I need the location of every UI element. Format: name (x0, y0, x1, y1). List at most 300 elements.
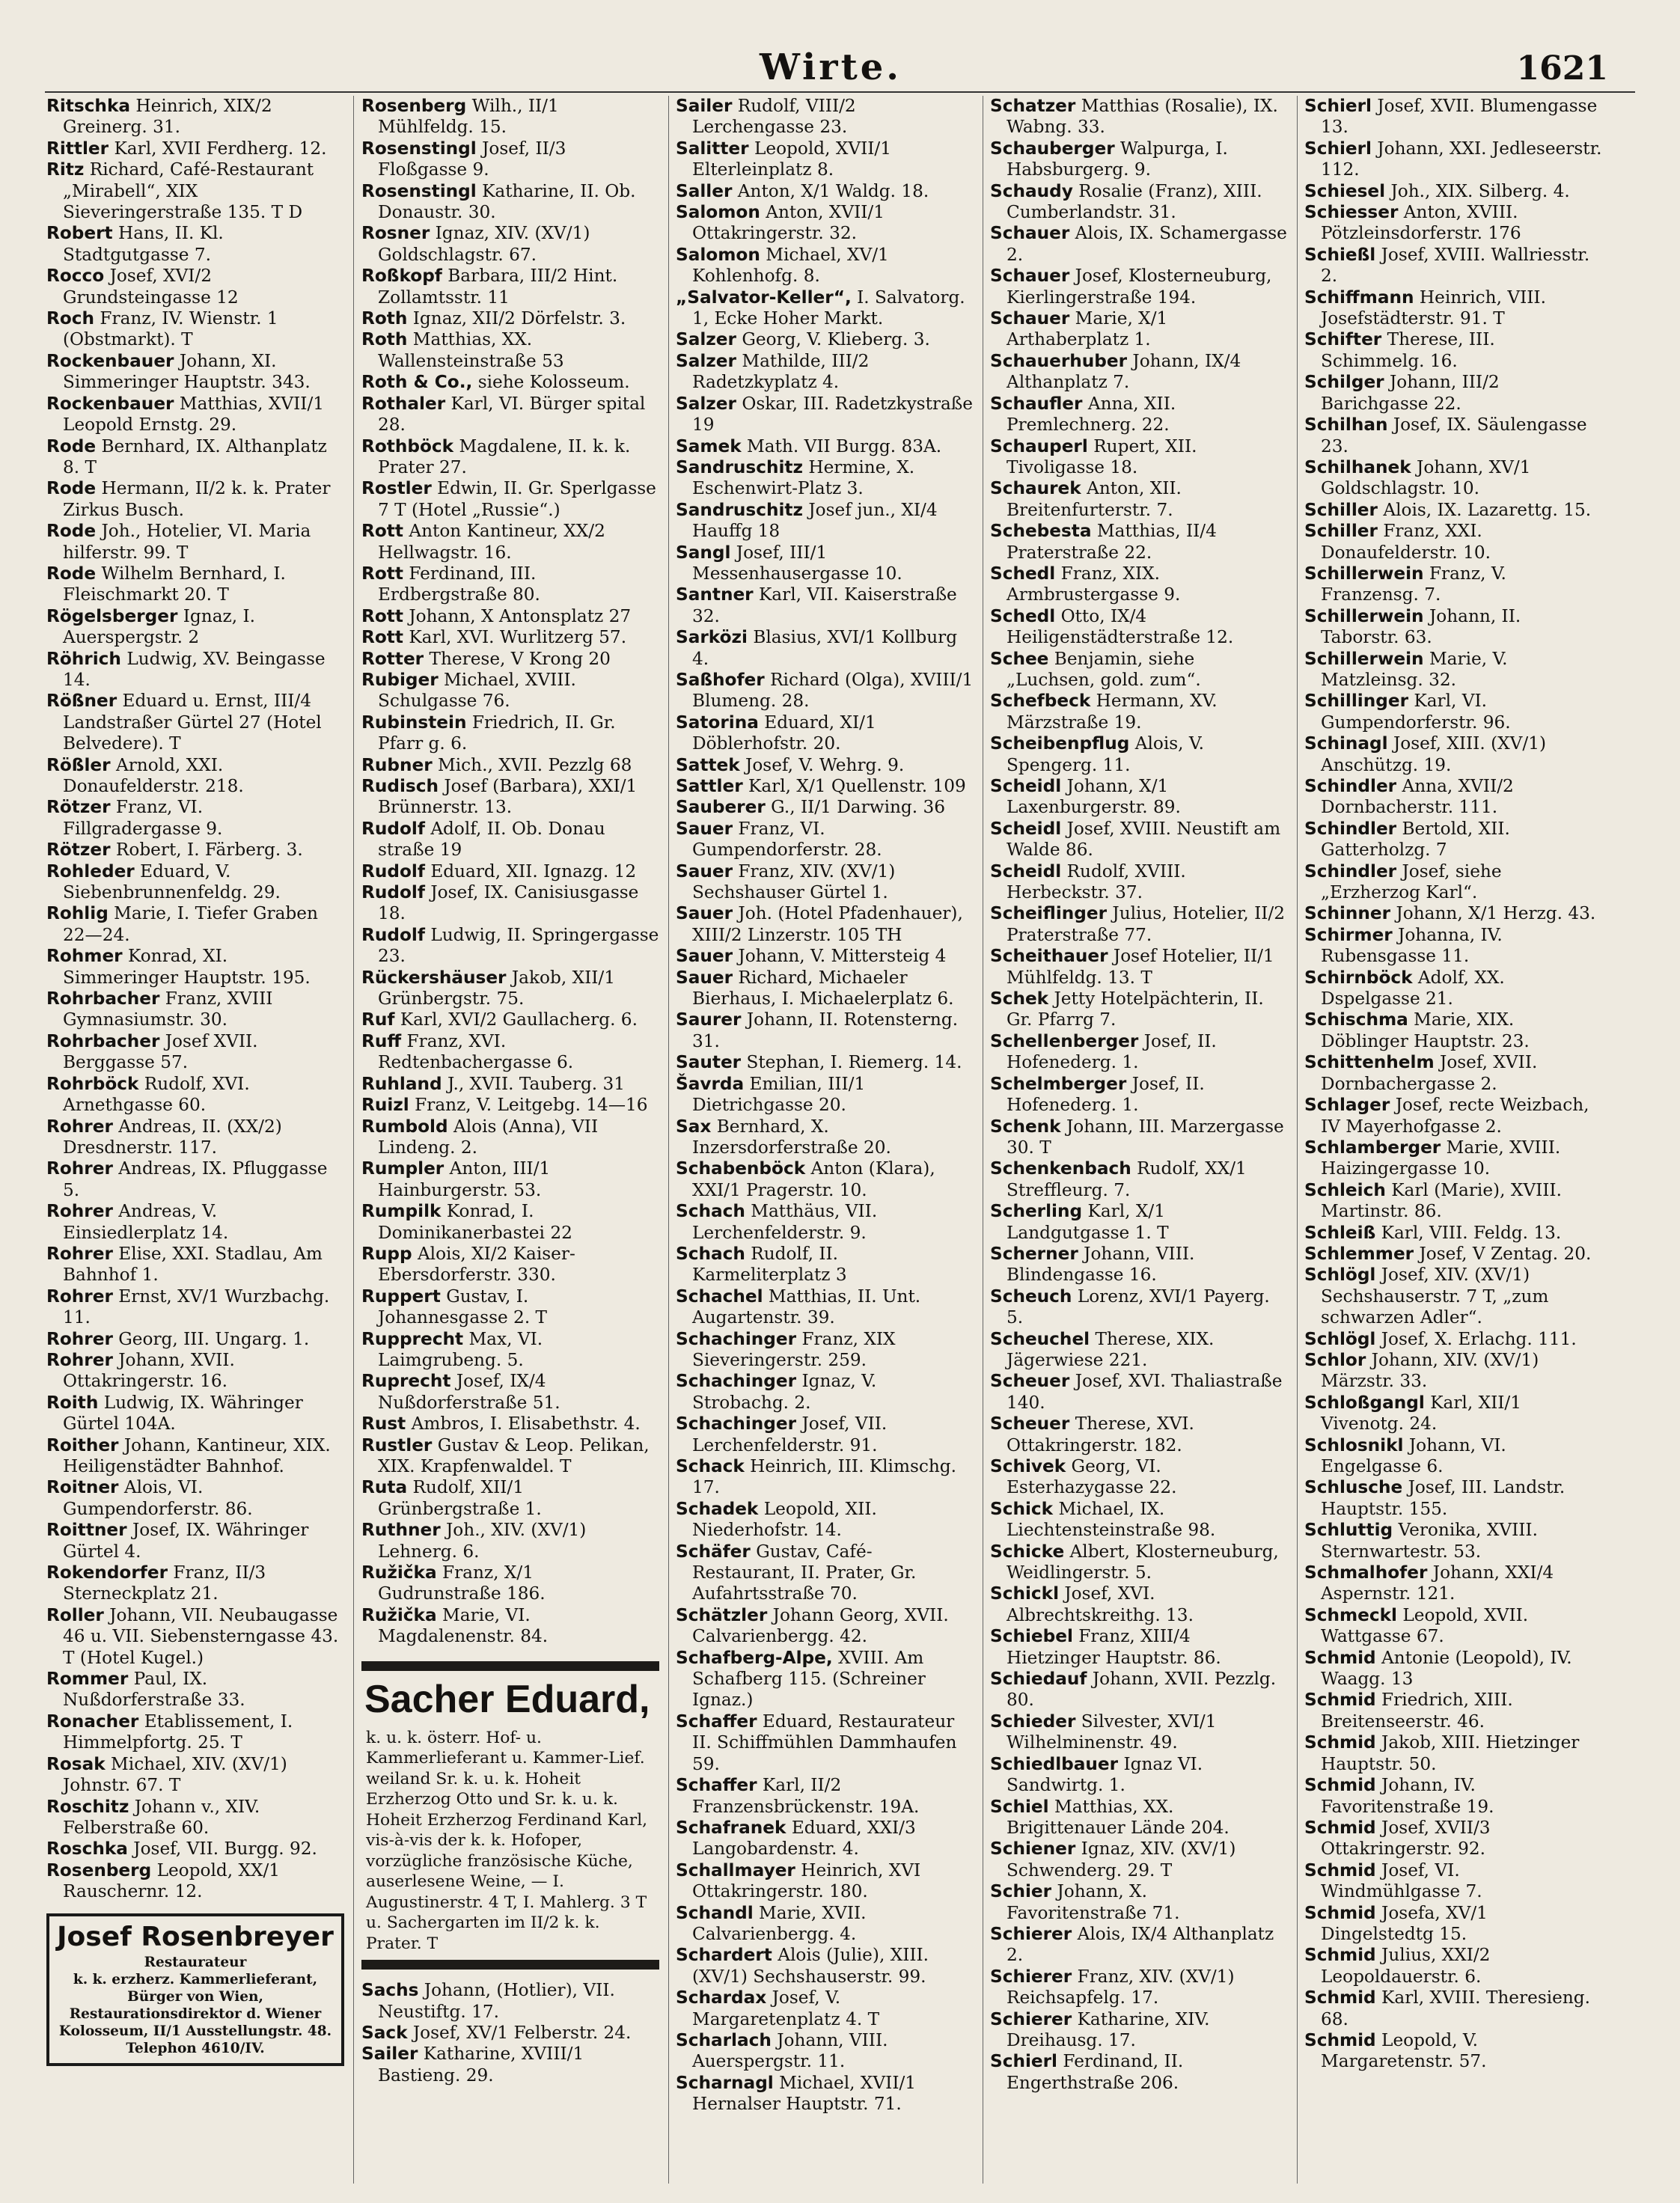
entry-name: Rohrer (46, 1243, 113, 1264)
entry-details: Johann, VII. Neubaugasse 46 u. VII. Siebensterngasse 43. T (Hotel Kugel.) (63, 1604, 339, 1668)
entry-details: Marie, VI. Magdalenenstr. 84. (378, 1604, 549, 1647)
directory-entry (361, 755, 659, 776)
directory-entry (676, 797, 974, 818)
directory-entry (46, 1669, 344, 1711)
entry-name: Schauer (990, 308, 1070, 329)
entry-name: Rudolf (361, 861, 425, 881)
entry-details: Anton, XVII/1 Ottakringerstr. 32. (692, 202, 885, 244)
entry-name: Scheuer (990, 1371, 1070, 1392)
entry-details: Franz, XIV. (XV/1) Sechshauser Gürtel 1. (692, 861, 896, 903)
entry-details: Karl, X/1 Landgutgasse 1. T (1007, 1201, 1169, 1243)
entry-name: Schabenböck (676, 1158, 806, 1179)
entry-name: Schefbeck (990, 691, 1091, 712)
directory-entry (361, 1286, 659, 1329)
entry-details: Franz, II/3 Sterneckplatz 21. (63, 1562, 266, 1604)
directory-entry (46, 1393, 344, 1435)
entry-name: Schickl (990, 1583, 1060, 1604)
directory-entry (46, 649, 344, 691)
entry-name: Schillerwein (1304, 648, 1424, 669)
entry-name: Roschitz (46, 1796, 129, 1817)
entry-name: Rudolf (361, 882, 425, 903)
entry-name: Saßhofer (676, 669, 765, 690)
entry-details: Michael, XVIII. Schulgasse 76. (378, 669, 576, 712)
directory-entry (46, 266, 344, 308)
directory-entry (676, 1648, 974, 1711)
entry-details: Johann, XV/1 Goldschlagstr. 10. (1321, 456, 1531, 499)
entry-details: Mich., XVII. Pezzlg 68 (438, 754, 632, 775)
entry-details: Rudolf, II. Karmeliterplatz 3 (692, 1243, 847, 1286)
entry-details: Johann, IV. Favoritenstraße 19. (1321, 1775, 1494, 1817)
directory-entry (990, 691, 1288, 733)
entry-details: Mathilde, III/2 Radetzkyplatz 4. (692, 350, 870, 393)
entry-name: Roschka (46, 1839, 128, 1860)
entry-details: Rudolf, VIII/2 Lerchengasse 23. (692, 96, 856, 138)
entry-name: Rohrer (46, 1328, 113, 1349)
entry-details: Albert, Klosterneuburg, Weidlingerstr. 5. (1007, 1541, 1279, 1583)
directory-entry (990, 1371, 1288, 1414)
entry-details: Franz, V. Franzensg. 7. (1321, 563, 1506, 605)
entry-name: Ronacher (46, 1711, 139, 1732)
entry-name: Schafranek (676, 1817, 786, 1838)
entry-details: Karl, XVII Ferdherg. 12. (114, 138, 327, 159)
entry-details: Matthias, XX. Brigittenauer Lände 204. (1007, 1796, 1230, 1838)
entry-name: Schachinger (676, 1371, 797, 1392)
directory-entry (676, 670, 974, 712)
directory-entry (676, 457, 974, 500)
advertiser-name: Sacher Eduard, (364, 1677, 650, 1721)
directory-entry (676, 1499, 974, 1542)
entry-details: Josef, VII. Burgg. 92. (133, 1839, 317, 1860)
entry-details: Franz, IV. Wienstr. 1 (Obstmarkt). T (63, 308, 278, 350)
entry-details: Franz, VI. Gumpendorferstr. 28. (692, 818, 882, 861)
entry-name: Schierer (990, 2008, 1072, 2029)
entry-name: Schleich (1304, 1179, 1386, 1200)
entry-name: Schack (676, 1456, 745, 1476)
entry-details: Josef, XVIII. Wallriesstr. 2. (1321, 244, 1590, 287)
column-divider (1297, 96, 1298, 2184)
entry-name: Rohmer (46, 946, 123, 967)
entry-name: Rustler (361, 1434, 433, 1455)
directory-entry (46, 1562, 344, 1605)
entry-name: Rott (361, 563, 403, 584)
directory-entry (990, 1967, 1288, 2009)
entry-name: Schmalhofer (1304, 1562, 1428, 1583)
directory-entry (46, 138, 344, 159)
entry-name: Schischma (1304, 1009, 1408, 1030)
directory-entry (361, 670, 659, 712)
column-divider (353, 96, 354, 2184)
entry-name: Sauer (676, 861, 733, 881)
entry-name: Ružička (361, 1562, 437, 1583)
directory-entry (676, 755, 974, 776)
entry-details: Ignaz, XIV. (XV/1) Schwenderg. 29. T (1007, 1839, 1236, 1880)
entry-name: Schiener (990, 1839, 1076, 1860)
directory-entry (361, 925, 659, 968)
directory-entry (46, 1860, 344, 1903)
entry-name: Robert (46, 223, 113, 244)
entry-details: Matthias, II. Unt. Augartenstr. 39. (692, 1286, 921, 1328)
entry-details: Josef, IX. Währinger Gürtel 4. (63, 1520, 309, 1562)
entry-name: Sailer (361, 2044, 418, 2065)
entry-name: Sack (361, 2022, 408, 2043)
entry-name: Schachinger (676, 1414, 797, 1434)
entry-details: Heinrich, III. Klimschg. 17. (692, 1456, 956, 1498)
entry-name: Roith (46, 1392, 99, 1413)
directory-entry (46, 308, 344, 351)
directory-entry (361, 2044, 659, 2086)
directory-entry (1304, 1393, 1604, 1435)
column-5 (1304, 96, 1604, 2184)
directory-entry (990, 478, 1288, 521)
entry-name: Schauberger (990, 138, 1115, 159)
directory-entry (361, 96, 659, 138)
entry-name: Sauer (676, 946, 733, 967)
entry-name: Schiedauf (990, 1669, 1087, 1690)
entry-details: Anton (Klara), XXI/1 Pragerstr. 10. (692, 1158, 935, 1200)
entry-details: Jakob, XII/1 Grünbergstr. 75. (378, 967, 615, 1009)
entry-details: Josef, VI. Windmühlgasse 7. (1321, 1860, 1482, 1902)
entry-details: Franz, XIX. Armbrustergasse 9. (1007, 563, 1181, 605)
entry-details: Andreas, II. (XX/2) Dresdnerstr. 117. (63, 1116, 282, 1158)
entry-name: Sachs (361, 1980, 419, 2001)
directory-entry (990, 1329, 1288, 1372)
entry-name: Schauperl (990, 436, 1088, 456)
directory-entry (361, 649, 659, 670)
directory-entry (676, 1329, 974, 1372)
directory-entry (676, 861, 974, 904)
entry-details: Johann, (Hotlier), VII. Neustiftg. 17. (378, 1980, 615, 2022)
directory-entry (1304, 925, 1604, 968)
entry-details: Johann, XVII. Ottakringerstr. 16. (63, 1349, 235, 1392)
entry-name: Santner (676, 584, 754, 605)
entry-name: Rotter (361, 648, 424, 669)
directory-entry (1304, 1137, 1604, 1180)
entry-name: Rust (361, 1414, 406, 1434)
directory-entry (1304, 96, 1604, 138)
entry-name: Scheidl (990, 818, 1062, 839)
directory-entry (361, 308, 659, 329)
entry-details: Friedrich, II. Gr. Pfarr g. 6. (378, 712, 616, 754)
directory-entry (1304, 457, 1604, 500)
directory-entry (990, 1881, 1288, 1924)
entry-name: Salitter (676, 138, 749, 159)
entry-name: Roth & Co., (361, 372, 473, 393)
entry-details: Josef, II. Hofenederg. 1. (1007, 1030, 1217, 1073)
entry-name: Schinagl (1304, 733, 1388, 754)
directory-entry (361, 1116, 659, 1159)
entry-details: Robert, I. Färberg. 3. (115, 840, 303, 861)
entry-name: Schadek (676, 1498, 759, 1519)
entry-name: Roth (361, 329, 408, 350)
directory-entry (46, 351, 344, 394)
directory-entry (990, 733, 1288, 776)
directory-entry (1304, 138, 1604, 181)
entry-details: Alois, IX. Schamergasse 2. (1007, 223, 1287, 265)
entry-name: Röhrich (46, 648, 121, 669)
entry-name: Schierl (1304, 96, 1372, 116)
directory-entry (676, 1945, 974, 1987)
directory-entry (46, 797, 344, 840)
entry-name: Schilger (1304, 372, 1384, 393)
directory-entry (46, 755, 344, 798)
entry-name: Scheuer (990, 1414, 1070, 1434)
entry-name: Schmeckl (1304, 1604, 1397, 1625)
directory-entry (676, 1052, 974, 1073)
directory-entry (1304, 1775, 1604, 1818)
directory-entry (676, 819, 974, 861)
entry-details: Julius, XXI/2 Leopoldauerstr. 6. (1321, 1945, 1491, 1987)
entry-details: Josef, XIII. (XV/1) Anschützg. 19. (1321, 733, 1546, 775)
directory-entry (1304, 1562, 1604, 1605)
entry-name: Rückershäuser (361, 967, 507, 988)
entry-name: Schillerwein (1304, 563, 1424, 584)
directory-entry (1304, 181, 1604, 202)
entry-details: Hermine, X. Eschenwirt-Platz 3. (692, 456, 915, 499)
directory-entry (46, 159, 344, 223)
directory-entry (1304, 1903, 1604, 1946)
entry-name: Schloßgangl (1304, 1392, 1425, 1413)
entry-name: Scheuchel (990, 1328, 1090, 1349)
entry-details: Josef (Barbara), XXI/1 Brünnerstr. 13. (378, 776, 638, 818)
directory-entry (990, 1116, 1288, 1159)
directory-entry (676, 1244, 974, 1286)
directory-entry (676, 627, 974, 670)
directory-entry (46, 1839, 344, 1860)
entry-details: Elise, XXI. Stadlau, Am Bahnhof 1. (63, 1243, 323, 1286)
directory-entry (676, 2073, 974, 2115)
directory-entry (990, 223, 1288, 266)
entry-name: Sailer (676, 96, 733, 116)
entry-details: Johann, II. Taborstr. 63. (1321, 605, 1521, 648)
entry-details: Johann, III. Marzergasse 30. T (1007, 1116, 1284, 1158)
directory-entry (361, 329, 659, 372)
entry-details: Konrad, XI. Simmeringer Hauptstr. 195. (63, 946, 311, 988)
entry-details: Josefa, XV/1 Dingelstedtg 15. (1321, 1902, 1488, 1944)
entry-details: Marie, XVIII. Haizingergasse 10. (1321, 1137, 1561, 1179)
directory-entry (361, 1074, 659, 1095)
entry-details: I. Salvatorg. 1, Ecke Hoher Markt. (692, 287, 965, 329)
entry-name: Schlor (1304, 1349, 1366, 1370)
entry-details: Heinrich, XIX/2 Greinerg. 31. (63, 96, 272, 138)
directory-entry (46, 1286, 344, 1329)
entry-details: Karl, VI. Bürger spital 28. (378, 393, 646, 436)
entry-name: Rumpilk (361, 1201, 442, 1222)
entry-details: Adolf, XX. Dspelgasse 21. (1321, 967, 1505, 1009)
entry-name: Schandl (676, 1902, 754, 1923)
entry-name: Rockenbauer (46, 393, 174, 414)
directory-entry (990, 2051, 1288, 2094)
entry-details: Michael, XIV. (XV/1) Johnstr. 67. T (63, 1753, 287, 1796)
entry-name: Schinner (1304, 903, 1391, 924)
directory-entry (990, 1031, 1288, 1074)
advertiser-address: Bürger von Wien, Restaurationsdirektor d. Wiener Kolosseum, II/1 Ausstellungstr. 48. (58, 1988, 332, 2039)
entry-name: Rohrer (46, 1116, 113, 1137)
directory-entry (46, 1244, 344, 1286)
entry-details: Paul, IX. Nußdorferstraße 33. (63, 1669, 245, 1711)
directory-entry (1304, 1052, 1604, 1095)
directory-entry (990, 1499, 1288, 1542)
directory-entry (676, 1987, 974, 2030)
entry-name: Schillinger (1304, 691, 1409, 712)
directory-entry (361, 478, 659, 521)
entry-details: Franz, XXI. Donaufelderstr. 10. (1321, 521, 1491, 563)
entry-name: Schaurek (990, 478, 1081, 499)
entry-details: Johann, XVII. Pezzlg. 80. (1007, 1669, 1277, 1711)
directory-entry (676, 1775, 974, 1818)
entry-details: siehe Kolosseum. (477, 372, 630, 393)
entry-details: Eduard, Restaurateur II. Schiffmühlen Dammhaufen 59. (692, 1711, 957, 1774)
entry-details: Alois (Anna), VII Lindeng. 2. (378, 1116, 599, 1158)
directory-entry (361, 861, 659, 882)
entry-details: Bertold, XII. Gatterholzg. 7 (1321, 818, 1510, 861)
directory-entry (1304, 1945, 1604, 1987)
directory-entry (990, 521, 1288, 563)
entry-details: Johann, V. Mittersteig 4 (738, 946, 947, 967)
entry-details: Karl (Marie), XVIII. Martinstr. 86. (1321, 1179, 1562, 1222)
entry-details: Karl, XVIII. Theresieng. 68. (1321, 1987, 1591, 2029)
entry-name: Rötzer (46, 797, 111, 818)
entry-name: Satorina (676, 712, 759, 733)
directory-entry (361, 1031, 659, 1074)
entry-details: Ludwig, II. Springergasse 23. (378, 924, 659, 967)
entry-details: Arnold, XXI. Donaufelderstr. 218. (63, 754, 244, 796)
entry-details: Richard, Café-Restaurant „Mirabell“, XIX Sieveringerstraße 135. T D (63, 159, 314, 223)
entry-name: Schallmayer (676, 1860, 795, 1880)
entry-name: Schlusche (1304, 1477, 1403, 1498)
entry-name: Rögelsberger (46, 605, 178, 626)
directory-entry (46, 1158, 344, 1201)
directory-entry (990, 351, 1288, 394)
entry-details: Michael, IX. Liechtensteinstraße 98. (1007, 1498, 1216, 1541)
entry-details: Gustav, Café-Restaurant, II. Prater, Gr. Aufahrtsstraße 70. (692, 1541, 917, 1604)
directory-entry (1304, 415, 1604, 457)
entry-details: Ludwig, IX. Währinger Gürtel 104A. (63, 1392, 303, 1434)
entry-name: Rosak (46, 1753, 106, 1774)
entry-name: Schlemmer (1304, 1243, 1414, 1264)
entry-name: Roitner (46, 1477, 119, 1498)
directory-entry (46, 1435, 344, 1478)
entry-name: Schiffmann (1304, 287, 1414, 308)
entry-details: Georg, VI. Esterhazygasse 22. (1007, 1456, 1177, 1498)
entry-details: Franz, XIII/4 Hietzinger Hauptstr. 86. (1007, 1626, 1221, 1668)
directory-entry (1304, 1095, 1604, 1137)
entry-name: Schirnböck (1304, 967, 1413, 988)
entry-name: Rosenberg (361, 96, 467, 116)
directory-entry (676, 1286, 974, 1329)
directory-entry (46, 1350, 344, 1393)
entry-name: Schmid (1304, 2029, 1376, 2050)
entry-details: Josef, III. Landstr. Hauptstr. 155. (1321, 1477, 1566, 1519)
entry-details: Eduard, XI/1 Döblerhofstr. 20. (692, 712, 876, 754)
entry-details: Gustav & Leop. Pelikan, XIX. Krapfenwaldel. T (378, 1434, 650, 1476)
entry-details: Alois, V. Spengerg. 11. (1007, 733, 1204, 775)
entry-name: Ruprecht (361, 1371, 451, 1392)
entry-details: Leopold, XVII. Wattgasse 67. (1321, 1604, 1529, 1647)
entry-name: Schauerhuber (990, 350, 1128, 371)
directory-entry (1304, 1818, 1604, 1860)
entry-name: Ruizl (361, 1095, 409, 1116)
entry-name: Sax (676, 1116, 712, 1137)
entry-name: Rupprecht (361, 1328, 464, 1349)
entry-details: Walpurga, I. Habsburgerg. 9. (1007, 138, 1228, 180)
entry-name: Sauer (676, 903, 733, 924)
entry-name: Schifter (1304, 329, 1382, 350)
entry-details: Karl, XVI/2 Gaullacherg. 6. (400, 1009, 638, 1030)
entry-details: Benjamin, siehe „Luchsen, gold. zum“. (1007, 648, 1201, 690)
entry-details: Lorenz, XVI/1 Payerg. 5. (1007, 1286, 1270, 1328)
entry-details: Josef, II. Hofenederg. 1. (1007, 1073, 1205, 1116)
entry-details: Josef, V Zentag. 20. (1419, 1243, 1592, 1264)
entry-details: Josef, X. Erlachg. 111. (1381, 1328, 1577, 1349)
directory-entry (990, 1542, 1288, 1584)
directory-entry (361, 521, 659, 563)
entry-name: Sauer (676, 967, 733, 988)
directory-entry (990, 1924, 1288, 1967)
entry-name: Sattek (676, 754, 740, 775)
entry-name: Scherling (990, 1201, 1083, 1222)
directory-entry (1304, 1520, 1604, 1562)
entry-details: Ignaz, V. Strobachg. 2. (692, 1371, 877, 1413)
entry-name: Schaufler (990, 393, 1083, 414)
entry-name: Schieder (990, 1711, 1076, 1732)
entry-name: Schaffer (676, 1775, 757, 1796)
entry-name: Scheidl (990, 861, 1062, 881)
directory-entry (361, 1158, 659, 1201)
entry-name: Rode (46, 436, 97, 456)
entry-details: Josef, IX/4 Nußdorferstraße 51. (378, 1371, 560, 1413)
entry-details: Josef, II/3 Floßgasse 9. (378, 138, 566, 180)
entry-name: Schellenberger (990, 1030, 1139, 1051)
entry-details: Adolf, II. Ob. Donau straße 19 (378, 818, 605, 861)
directory-entry (361, 181, 659, 224)
entry-details: Matthäus, VII. Lerchenfelderstr. 9. (692, 1201, 878, 1243)
column-divider (668, 96, 669, 2184)
directory-entry (1304, 1605, 1604, 1648)
directory-entry (990, 1286, 1288, 1329)
entry-details: Eduard, XXI/3 Langobardenstr. 4. (692, 1817, 916, 1860)
entry-details: Karl, XVI. Wurlitzerg 57. (409, 627, 627, 648)
entry-name: Schivek (990, 1456, 1066, 1476)
entry-details: Stephan, I. Riemerg. 14. (746, 1052, 962, 1073)
directory-entry (46, 861, 344, 904)
directory-entry (990, 1839, 1288, 1881)
entry-name: Ruthner (361, 1520, 441, 1541)
entry-name: Rosenstingl (361, 138, 477, 159)
directory-entry (46, 1605, 344, 1669)
entry-details: Johann, IX/4 Althanplatz 7. (1007, 350, 1241, 393)
entry-details: Karl, X/1 Quellenstr. 109 (748, 776, 966, 796)
directory-entry (361, 606, 659, 627)
entry-details: Matthias, II/4 Praterstraße 22. (1007, 521, 1217, 563)
directory-entry (46, 478, 344, 521)
entry-name: Rott (361, 627, 403, 648)
entry-name: Schmid (1304, 1987, 1376, 2008)
directory-entry (1304, 733, 1604, 776)
directory-entry (1304, 1223, 1604, 1244)
directory-entry (1304, 521, 1604, 563)
column-1-entries (46, 96, 344, 1903)
entry-details: Anton Kantineur, XX/2 Hellwagstr. 16. (378, 521, 605, 563)
entry-name: Schilhanek (1304, 456, 1411, 477)
entry-name: Schenk (990, 1116, 1061, 1137)
directory-entry (46, 1754, 344, 1797)
page-number: 1621 (1516, 49, 1608, 88)
entry-details: Richard, Michaeler Bierhaus, I. Michaelerplatz 6. (692, 967, 954, 1009)
directory-entry (1304, 500, 1604, 521)
entry-details: Johann, X Antonsplatz 27 (409, 605, 632, 626)
directory-entry (1304, 1648, 1604, 1690)
directory-entry (46, 606, 344, 649)
